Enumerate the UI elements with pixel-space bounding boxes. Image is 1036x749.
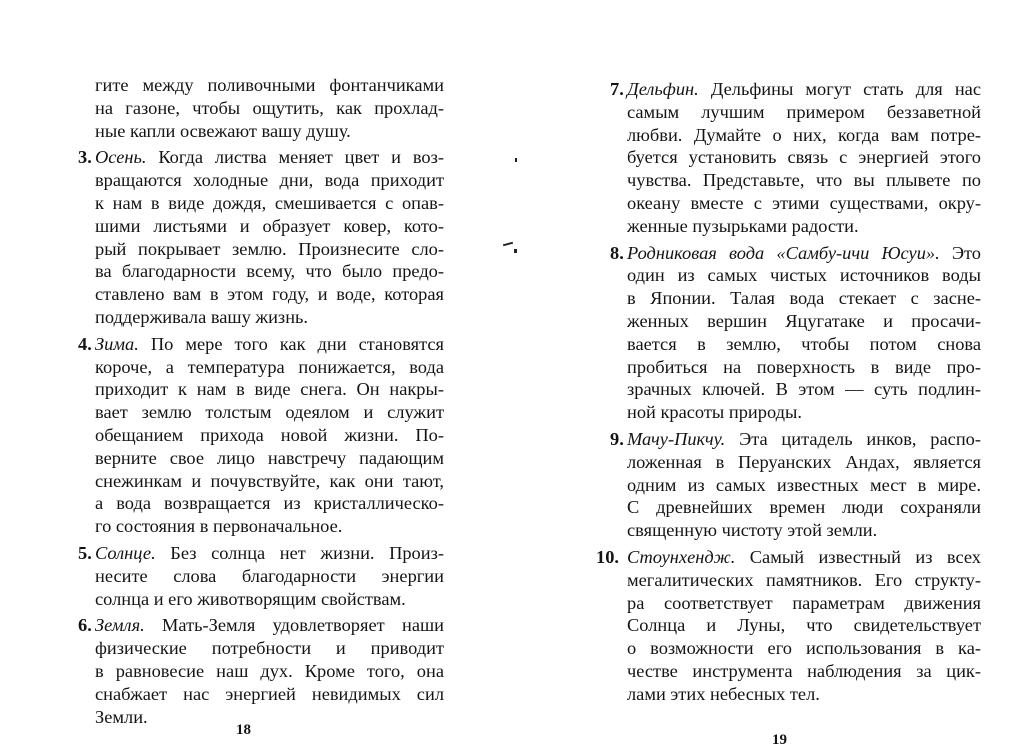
text-line: честве инструмента наблюдения за цик- [627,660,981,681]
text-line: океану вместе с этими существами, окру- [627,192,981,213]
scan-speck [514,249,517,253]
text-line [627,546,981,569]
text-line: вается в землю, чтобы потом снова [627,333,981,354]
text-line: обещанием прихода новой жизни. По- [95,424,444,445]
text-line: снежинкам и почувствуйте, как они тают, [95,470,444,491]
text-line: Земли. [95,706,148,727]
item-text: Эта цитадель инков, распо- [725,428,981,449]
text-line: рый покрывает землю. Произнесите сло- [95,238,444,259]
text-line: зрачных ключей. В этом — суть подлин- [627,379,981,400]
text-line [627,78,981,101]
text-line: один из самых чистых источников воды [627,265,981,286]
text-line: снабжает нас энергией невидимых сил [95,683,444,704]
list-item-winter [78,333,444,538]
text-line: о возможности его использования в ка- [627,638,981,659]
text-line: чувства. Представьте, что вы плывете по [627,170,981,191]
text-line: ва благодарности всему, что было предо- [95,261,444,282]
text-line: верните свое лицо навстречу падающим [95,447,444,468]
text-line: солнца и его животворящим свойствам. [95,588,406,609]
item-text: Это [939,242,981,263]
text-line: приходит к нам в виде снега. Он накры- [95,379,444,400]
text-line: любви. Думайте о них, когда вам потре- [627,124,981,145]
item-title: Земля. [95,615,145,636]
text-line [95,333,444,356]
item-number: 9. [610,428,624,449]
text-line: в Японии. Талая вода стекает с засне- [627,288,981,309]
list-item-sun [78,542,444,610]
item-number: 10. [596,546,619,567]
text-line: вращаются холодные дни, вода приходит [95,170,444,191]
text-line: женных вершин Яцугатаке и просачи- [627,310,981,331]
item-number: 6. [78,615,92,636]
item-title: Солнце. [95,542,156,563]
text-line: священную чистоту этой земли. [627,520,878,541]
text-line: ра соответствует параметрам движения [627,592,981,613]
text-line: физические потребности и приводит [95,638,444,659]
item-title: Стоунхендж. [627,546,736,567]
item-title: Зима. [95,333,139,354]
text-line [95,146,444,169]
text-line: женные пузырьками радости. [627,215,859,236]
text-line [627,428,981,451]
text-line: Солнца и Луны, что свидетельствует [627,615,981,636]
text-line: ставлено вам в этом году, и воде, которая [95,284,444,305]
right-page [596,78,981,706]
item-number: 3. [78,147,92,168]
text-line [95,542,444,565]
text-line: в равновесие наш дух. Кроме того, она [95,660,444,681]
text-line: лами этих небесных тел. [627,683,820,704]
text-line: поддерживала вашу жизнь. [95,306,309,327]
page-number-right: 19 [772,732,787,748]
text-line: С древнейших времен люди сохраняли [627,497,981,518]
item-text: Самый известный из всех [735,546,981,567]
page-number-left: 18 [236,722,251,738]
item-number: 5. [78,542,92,563]
item-text: Дельфины могут стать для нас [698,79,981,99]
item-title: Родниковая вода «Самбу-ичи Юсуи». [627,242,940,263]
list-item-dolphin [596,78,981,238]
text-line: к нам в виде дождя, смешивается с опав- [95,192,444,213]
text-line [95,614,444,637]
text-line: вает землю толстым одеялом и служит [95,402,444,423]
scan-speck [515,158,517,162]
item-text: Мать-Земля удовлетворяет наши [144,615,444,636]
item-title: Мачу-Пикчу. [627,428,726,449]
text-line: самым лучшим примером беззаветной [627,101,981,122]
item-number: 8. [610,242,624,263]
text-line: одним из самых известных мест в мире. [627,474,981,495]
list-item-spring-water [596,242,981,424]
list-item-machu-picchu [596,428,981,542]
text-line: ной красоты природы. [627,402,802,423]
list-item-earth [78,614,444,728]
text-line: буется установить связь с энергией этого [627,147,981,168]
text-line: ложенная в Перуанских Андах, является [627,451,981,472]
text-line: гите между поливочными фонтанчиками [95,75,444,95]
intro-paragraph [78,74,444,142]
item-text: Когда листва меняет цвет и воз- [146,147,444,168]
text-line: а вода возвращается из кристаллическо- [95,493,444,514]
item-title: Дельфин. [627,79,699,99]
text-line: несите слова благодарности энергии [95,565,444,586]
item-text: По мере того как дни становятся [138,333,444,354]
left-page [78,74,444,728]
item-number: 4. [78,333,92,354]
list-item-autumn [78,146,444,328]
text-line: го состояния в первоначальное. [95,516,343,537]
text-line: мегалитических памятников. Его структу- [627,569,981,590]
text-line [627,242,981,265]
item-text: Без солнца нет жизни. Произ- [155,542,444,563]
text-line: ные капли освежают вашу душу. [95,120,351,141]
scan-speck [503,242,513,247]
item-title: Осень. [95,147,147,168]
item-number: 7. [610,79,624,99]
text-line: пробиться на поверхность в виде про- [627,356,981,377]
list-item-stonehenge [596,546,981,706]
text-line: короче, а температура понижается, вода [95,356,444,377]
text-line: на газоне, чтобы ощутить, как прохлад- [95,97,444,118]
text-line: шими листьями и образует ковер, кото- [95,215,444,236]
